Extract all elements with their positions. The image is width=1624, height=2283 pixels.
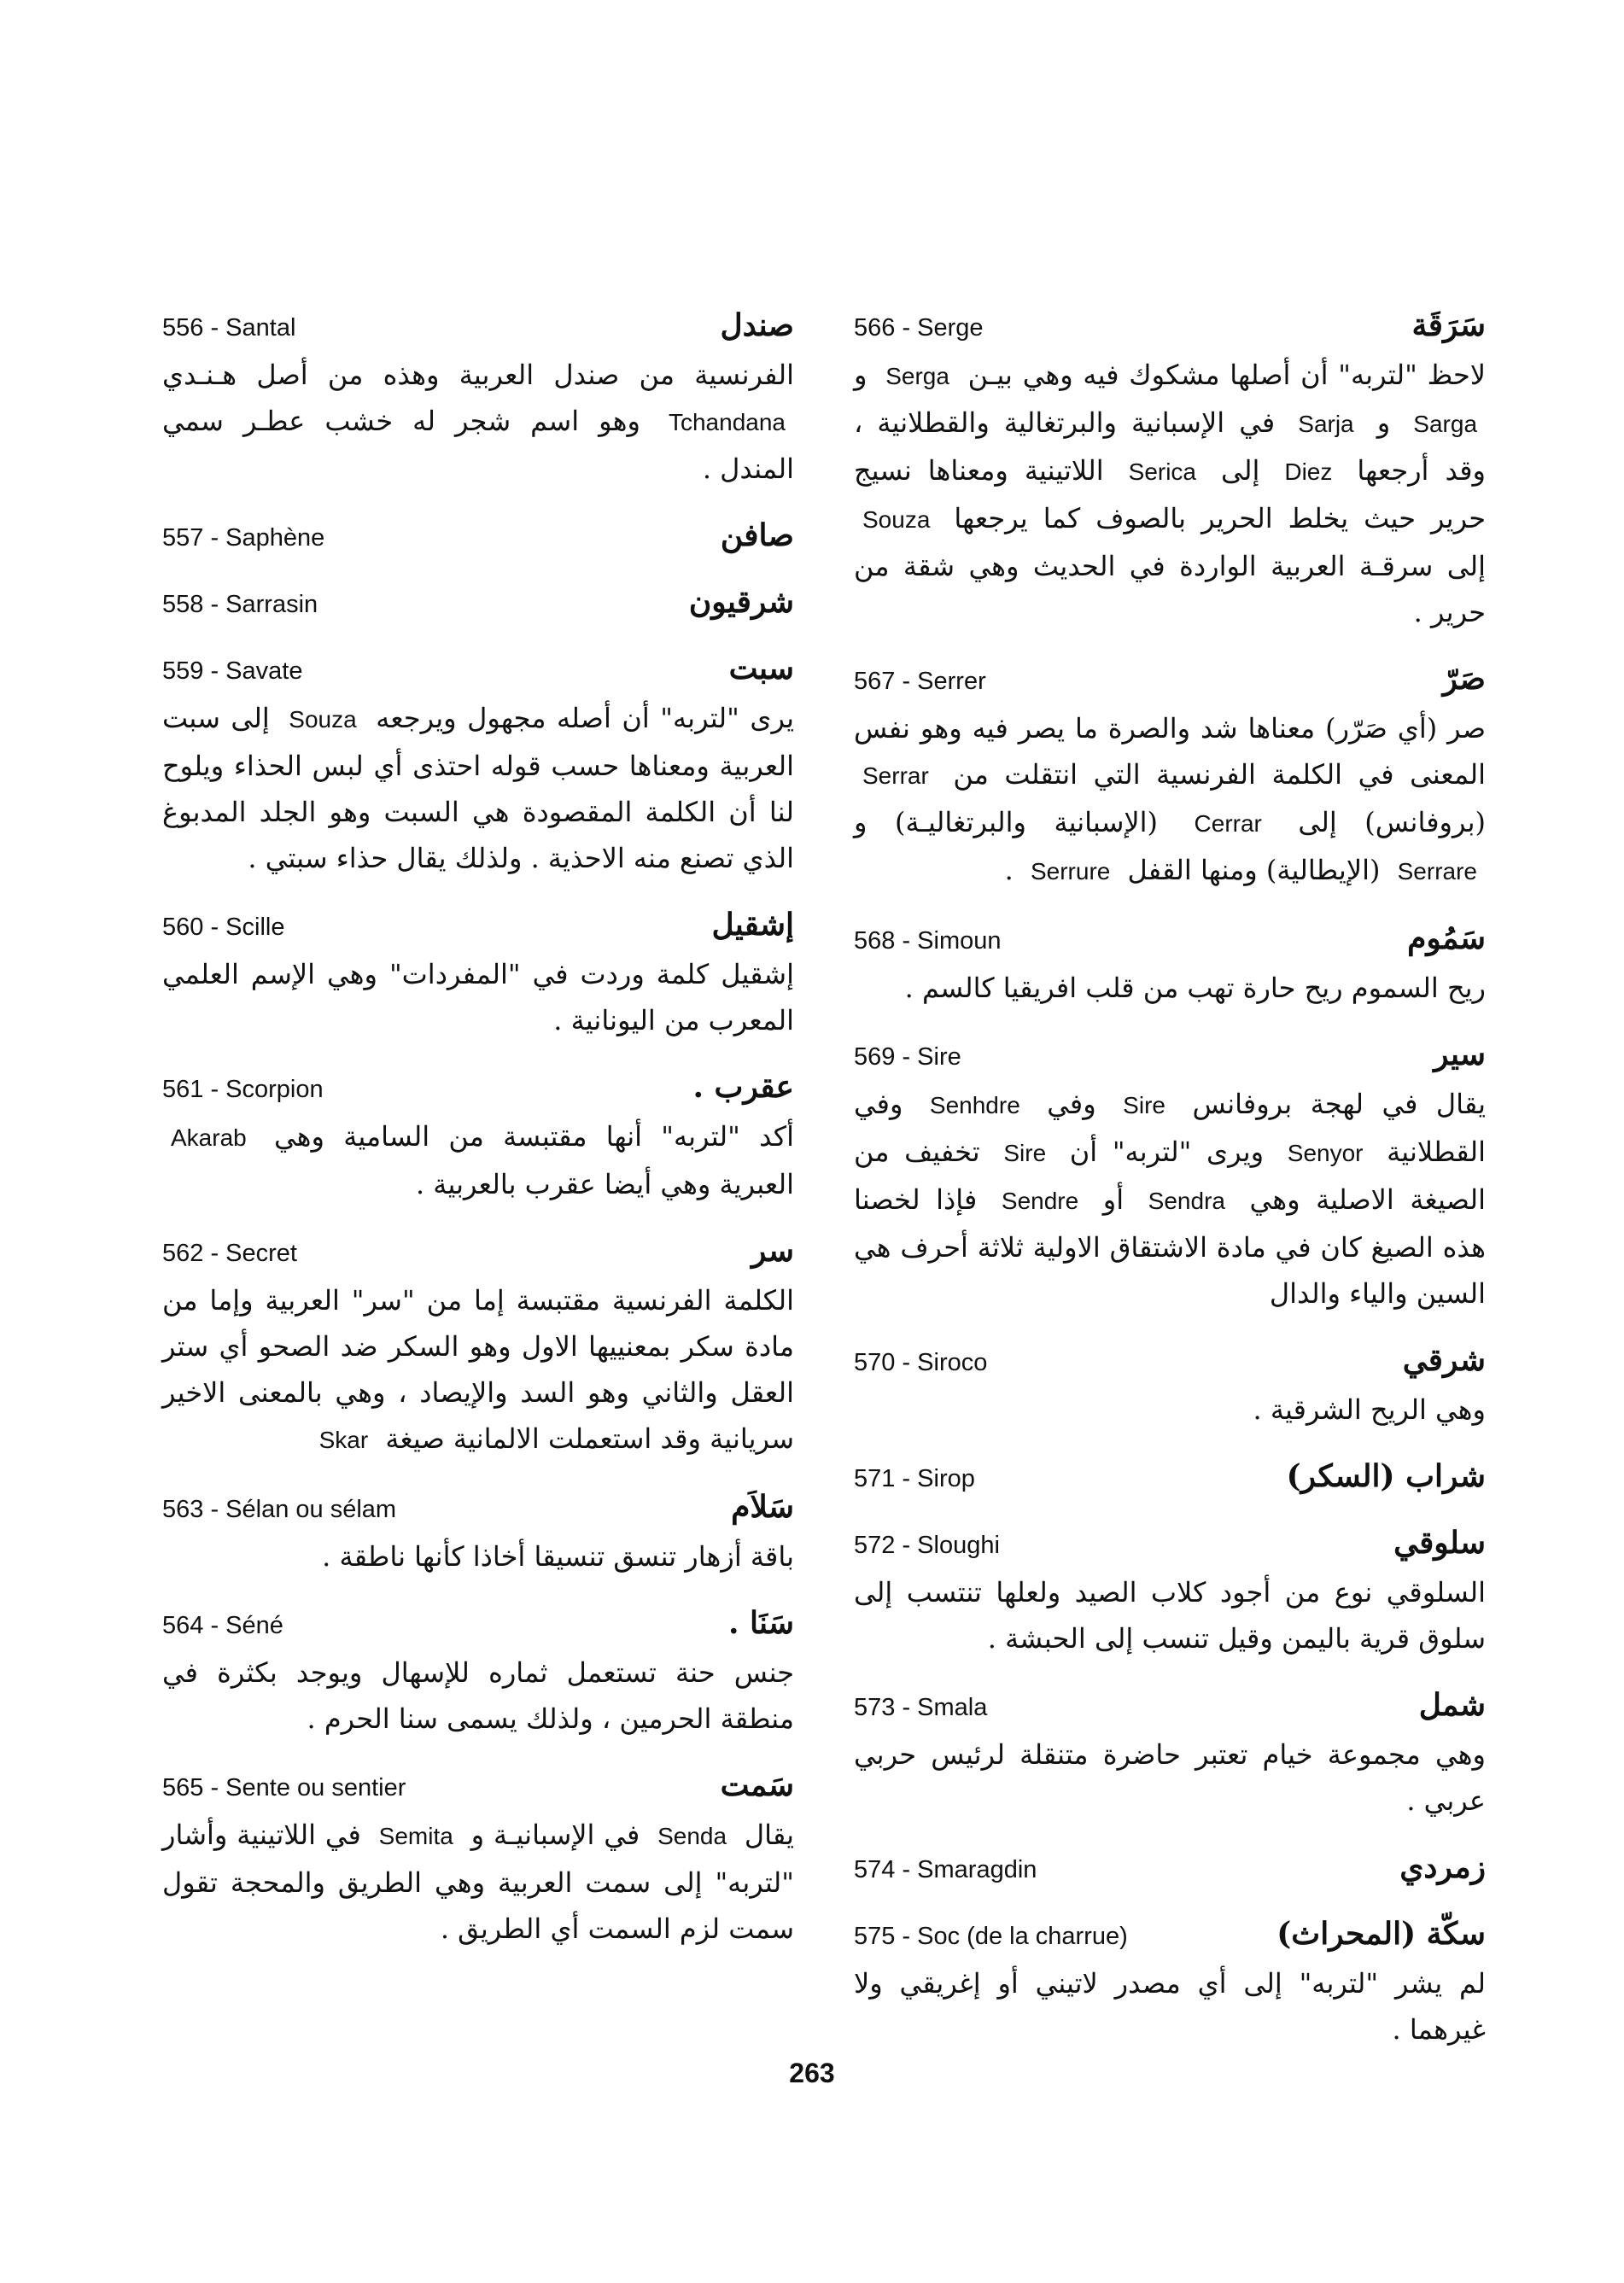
entry-arabic-word: شرقي: [1402, 1342, 1486, 1378]
entry-text: وهي مجموعة خيام تعتبر حاضرة متنقلة لرئيس حربي عربي .: [854, 1738, 1486, 1817]
entry-text: ريح السموم ريح حارة تهب من قلب افريقيا كالسم .: [904, 972, 1486, 1004]
latin-term: Sendra: [1148, 1188, 1225, 1214]
entry: [162, 1069, 794, 1207]
entry-number: 574 - Smaragdin: [854, 1856, 1037, 1883]
entry: [854, 1458, 1486, 1499]
entry-arabic-word: عقرب .: [692, 1069, 794, 1105]
entry-number: 562 - Secret: [162, 1240, 297, 1267]
entry-number: 572 - Sloughi: [854, 1532, 1000, 1559]
entry-text: يقال في لهجة بروفانس Sire وفي Senhdre وفي القطلانية Senyor ويرى "لتربه" أن Sire تخفيف من الصيغة الاصلية وهي Sendra أو Sendre فإذا لخصنا هذه الصيغ كان في مادة الاشتقاق الاولية ثلاثة أحرف هي السين والياء والدال: [854, 1088, 1487, 1310]
right-column: [854, 307, 1486, 2078]
left-column: [162, 307, 794, 1977]
latin-term: Akarab: [171, 1124, 247, 1151]
entry-arabic-word: سَمت: [720, 1767, 794, 1803]
entry-number: 557 - Saphène: [162, 524, 325, 552]
entry-text: لاحظ "لتربه" أن أصلها مشكوك فيه وهي بيـن Serga و Sarga و Sarja في الإسبانية والبرتغالية والقطلانية ، وقد أرجعها Diez إلى Serica اللاتينية ومعناها نسيج حرير حيث يخلط الحرير بالصوف كما يرجعها Souza إلى سرقـة العربية الواردة في الحديث وهي شقة من حرير .: [854, 359, 1487, 628]
latin-term: Sire: [1123, 1092, 1165, 1118]
entry-arabic-word: شراب (السكر): [1286, 1458, 1486, 1494]
entry-header: [162, 307, 794, 348]
entry-header: [854, 1342, 1486, 1383]
entry: [162, 517, 794, 558]
entry-arabic-word: إشقيل: [711, 907, 794, 943]
latin-term: Senda: [657, 1823, 727, 1849]
latin-term: Souza: [862, 506, 931, 533]
page-number: 263: [789, 2058, 835, 2088]
entry-number: 567 - Serrer: [854, 668, 986, 695]
entry: [854, 1342, 1486, 1433]
latin-term: Semita: [378, 1823, 453, 1849]
entry-text: أكد "لتربه" أنها مقتبسة من السامية وهي Akarab العبرية وهي أيضا عقرب بالعربية .: [162, 1113, 794, 1207]
latin-term: Sire: [1003, 1140, 1047, 1166]
latin-term: Serrure: [1030, 858, 1111, 885]
entry-header: [854, 1036, 1486, 1077]
entry-arabic-word: سَرَقَة: [1411, 307, 1486, 343]
entry-number: 559 - Savate: [162, 657, 303, 685]
entry-header: [854, 920, 1486, 961]
latin-term: Sendre: [1001, 1188, 1079, 1214]
entry-number: 573 - Smala: [854, 1694, 988, 1721]
entry-arabic-word: صندل: [720, 307, 794, 343]
entry: [854, 1849, 1486, 1890]
entry-arabic-word: سَنَا .: [727, 1605, 794, 1641]
entry-arabic-word: سبت: [728, 651, 794, 686]
entry: [162, 1767, 794, 1952]
entry-arabic-word: سَلاَم: [731, 1489, 794, 1525]
latin-term: Souza: [289, 706, 357, 733]
entry-number: 565 - Sente ou sentier: [162, 1774, 406, 1801]
entry-header: [162, 517, 794, 558]
entry-text: الكلمة الفرنسية مقتبسة إما من "سر" العربية وإما من مادة سكر بمعنييها الاول وهو السكر ضد الصحو أي ستر العقل والثاني وهو السد والإيصاد ، وهي بالمعنى الاخير سريانية وقد استعملت الالمانية صيغة Skar: [162, 1284, 794, 1455]
entry-number: 570 - Siroco: [854, 1349, 988, 1376]
latin-term: Serica: [1128, 458, 1197, 485]
entry-arabic-word: زمردي: [1399, 1849, 1486, 1885]
latin-term: Serrare: [1397, 858, 1477, 885]
entry-header: [854, 1525, 1486, 1566]
entry-number: 571 - Sirop: [854, 1465, 975, 1492]
entry-text: لم يشر "لتربه" إلى أي مصدر لاتيني أو إغريقي ولا غيرهما .: [854, 1967, 1487, 2046]
entry: [162, 651, 794, 881]
entry-header: [854, 1849, 1486, 1890]
entry-header: [162, 584, 794, 625]
entry: [854, 920, 1486, 1011]
entry-header: [854, 1687, 1486, 1728]
entry-header: [854, 307, 1486, 348]
entry-number: 561 - Scorpion: [162, 1076, 324, 1103]
entry-arabic-word: سر: [751, 1233, 794, 1269]
entry-arabic-word: صَرّ: [1442, 661, 1486, 697]
entry-text: وهي الريح الشرقية .: [1253, 1393, 1486, 1426]
entry-text: السلوقي نوع من أجود كلاب الصيد ولعلها تنتسب إلى سلوق قرية باليمن وقيل تنسب إلى الحبشة .: [854, 1576, 1486, 1655]
entry: [162, 584, 794, 625]
entry-header: [854, 1916, 1486, 1957]
entry-arabic-word: صافن: [720, 517, 794, 553]
entry-number: 566 - Serge: [854, 314, 984, 342]
entry-text: باقة أزهار تنسق تنسيقا أخاذا كأنها ناطقة .: [322, 1540, 794, 1573]
entry-text: الفرنسية من صندل العربية وهذه من أصل هـنـدي Tchandana وهو اسم شجر له خشب عطـر سمي المندل .: [162, 359, 794, 485]
entry-header: [162, 1233, 794, 1274]
entry: [162, 1489, 794, 1579]
latin-term: Tchandana: [668, 409, 786, 435]
entry: [854, 1916, 1486, 2052]
latin-term: Senhdre: [929, 1092, 1020, 1118]
entry-header: [854, 1458, 1486, 1499]
entry-number: 556 - Santal: [162, 314, 296, 342]
entry: [162, 1233, 794, 1463]
latin-term: Skar: [318, 1427, 369, 1453]
entry-number: 564 - Séné: [162, 1612, 283, 1639]
entry-number: 560 - Scille: [162, 914, 285, 941]
latin-term: Serrar: [862, 762, 929, 789]
latin-term: Cerrar: [1194, 810, 1262, 837]
entry-arabic-word: شرقيون: [688, 584, 794, 620]
entry-arabic-word: شمل: [1418, 1687, 1486, 1723]
entry-text: جنس حنة تستعمل ثماره للإسهال ويوجد بكثرة في منطقة الحرمين ، ولذلك يسمى سنا الحرم .: [162, 1656, 794, 1735]
entry-header: [162, 907, 794, 948]
entry: [162, 307, 794, 492]
entry: [162, 1605, 794, 1742]
entry-number: 563 - Sélan ou sélam: [162, 1496, 397, 1523]
latin-term: Sarja: [1298, 411, 1354, 437]
entry-header: [854, 661, 1486, 702]
entry-arabic-word: سير: [1434, 1036, 1486, 1072]
entry-header: [162, 1069, 794, 1110]
entry-header: [162, 1489, 794, 1530]
entry: [854, 307, 1486, 635]
entry-arabic-word: سَمُوم: [1407, 920, 1486, 956]
entry-header: [162, 651, 794, 692]
entry-text: إشقيل كلمة وردت في "المفردات" وهي الإسم العلمي المعرب من اليونانية .: [162, 958, 794, 1036]
entry: [854, 1525, 1486, 1661]
entry-text: صر (أي صَرّر) معناها شد والصرة ما يصر فيه وهو نفس المعنى في الكلمة الفرنسية التي انتقلت من Serrar (بروفانس) إلى Cerrar (الإسبانية والبرتغاليـة) و Serrare (الإيطالية) ومنها القفل Serrure .: [854, 712, 1487, 886]
entry: [854, 1036, 1486, 1317]
entry-number: 558 - Sarrasin: [162, 591, 318, 618]
latin-term: Senyor: [1287, 1140, 1364, 1166]
entry-header: [162, 1605, 794, 1646]
entry: [162, 907, 794, 1043]
entry-number: 575 - Soc (de la charrue): [854, 1923, 1128, 1950]
entry-number: 569 - Sire: [854, 1043, 961, 1071]
entry-text: يرى "لتربه" أن أصله مجهول ويرجعه Souza إلى سبت العربية ومعناها حسب قوله احتذى أي لبس الحذاء ويلوح لنا أن الكلمة المقصودة هي السبت وهو الجلد المدبوغ الذي تصنع منه الاحذية . ولذلك يقال حذاء سبتي .: [162, 702, 795, 874]
entry-text: يقال Senda في الإسبانيـة و Semita في اللاتينية وأشار "لتربه" إلى سمت العربية وهي الطريق والمحجة تقول سمت لزم السمت أي الطريق .: [162, 1819, 795, 1945]
entry: [854, 661, 1486, 895]
entry-arabic-word: سلوقي: [1393, 1525, 1486, 1561]
latin-term: Diez: [1284, 458, 1333, 485]
latin-term: Serga: [885, 363, 949, 389]
entry: [854, 1687, 1486, 1824]
latin-term: Sarga: [1413, 411, 1478, 437]
entry-header: [162, 1767, 794, 1808]
entry-number: 568 - Simoun: [854, 927, 1002, 955]
entry-arabic-word: سكّة (المحراث): [1276, 1916, 1486, 1952]
